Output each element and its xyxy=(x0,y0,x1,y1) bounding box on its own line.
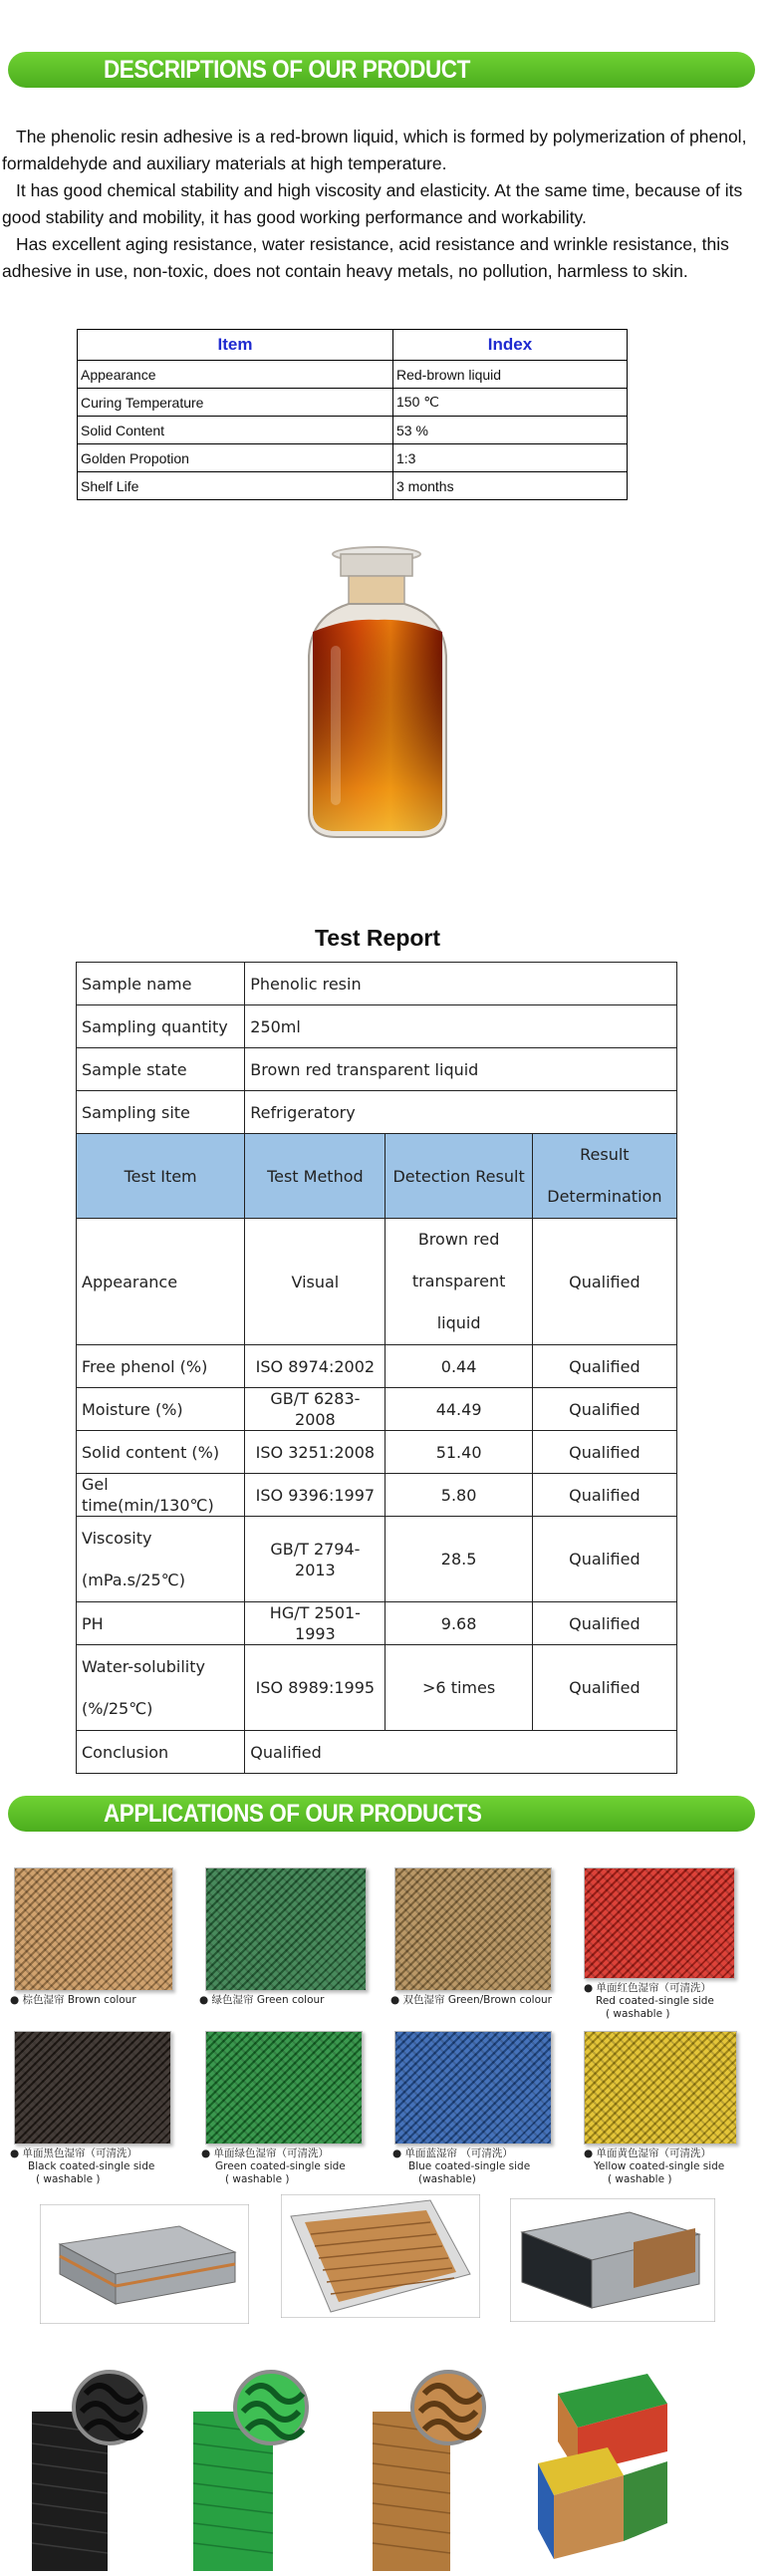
cell: >6 times xyxy=(386,1645,532,1731)
cell: 250ml xyxy=(245,1005,677,1048)
description-paragraph: The phenolic resin adhesive is a red-brown liquid, which is formed by polymerization of phenol, formaldehyde and auxiliary materials at high temperature. xyxy=(2,127,747,173)
column-header: Test Method xyxy=(245,1134,386,1219)
table-row xyxy=(77,1431,677,1474)
applications-gallery xyxy=(0,1856,771,2576)
green-cooling-pad-icon xyxy=(205,1867,367,1991)
column-header: Index xyxy=(393,330,628,361)
cell: Appearance xyxy=(78,361,393,389)
pad-caption: ● 棕色湿帘 Brown colour xyxy=(10,1994,136,2006)
column-header: Result Determination xyxy=(532,1134,676,1219)
cell: Conclusion xyxy=(77,1731,245,1774)
cell: ISO 8989:1995 xyxy=(245,1645,386,1731)
spec-table xyxy=(77,329,628,500)
pad-caption: (washable) xyxy=(418,2173,476,2185)
red-cooling-pad-icon xyxy=(584,1867,735,1979)
cell: Gel time(min/130℃) xyxy=(77,1474,245,1517)
cell: 5.80 xyxy=(386,1474,532,1517)
pad-caption: ● 单面蓝湿帘 （可清洗） xyxy=(392,2147,513,2159)
cell: Water-solubility (%/25℃) xyxy=(77,1645,245,1731)
cell: Brown red transparent liquid xyxy=(386,1219,532,1345)
table-header-row xyxy=(77,1134,677,1219)
pad-caption: Black coated-single side xyxy=(28,2160,155,2172)
cell: Sampling site xyxy=(77,1091,245,1134)
table-row xyxy=(77,1517,677,1602)
pad-caption: ● 单面黑色湿帘（可清洗） xyxy=(10,2147,137,2159)
cell: Qualified xyxy=(532,1345,676,1388)
cell: Qualified xyxy=(532,1388,676,1431)
cell: 150 ℃ xyxy=(393,389,628,417)
cell: 51.40 xyxy=(386,1431,532,1474)
pad-caption: ( washable ) xyxy=(608,2173,672,2185)
table-header-row xyxy=(78,330,628,361)
product-description xyxy=(2,124,769,285)
table-row xyxy=(77,1345,677,1388)
cell: 1:3 xyxy=(393,444,628,472)
cell: Golden Propotion xyxy=(78,444,393,472)
table-row xyxy=(77,1048,677,1091)
cell: GB/T 6283-2008 xyxy=(245,1388,386,1431)
cooling-pad-frame-black-image xyxy=(510,2198,715,2322)
pad-caption: Yellow coated-single side xyxy=(594,2160,725,2172)
cell: 3 months xyxy=(393,472,628,500)
cell: 0.44 xyxy=(386,1345,532,1388)
cell: Qualified xyxy=(532,1431,676,1474)
table-row xyxy=(78,389,628,417)
report-title: Test Report xyxy=(314,925,441,951)
green-pad-closeup-image xyxy=(189,2364,309,2573)
cell: Shelf Life xyxy=(78,472,393,500)
black-cooling-pad-icon xyxy=(14,2031,171,2145)
pad-caption: ● 绿色湿帘 Green colour xyxy=(199,1994,325,2006)
cell: Qualified xyxy=(532,1517,676,1602)
cell: Qualified xyxy=(532,1474,676,1517)
green-brown-cooling-pad-icon xyxy=(394,1867,552,1991)
cell: Sampling quantity xyxy=(77,1005,245,1048)
pad-caption: ● 单面红色湿帘（可清洗） xyxy=(584,1982,711,1994)
green-coated-cooling-pad-icon xyxy=(205,2031,363,2145)
cell: Qualified xyxy=(532,1219,676,1345)
table-row xyxy=(78,361,628,389)
table-row xyxy=(78,444,628,472)
description-paragraph: It has good chemical stability and high viscosity and elasticity. At the same time, because of its good stability and mobility, it has good working performance and workability. xyxy=(2,180,743,227)
cell: 28.5 xyxy=(386,1517,532,1602)
cell: ISO 3251:2008 xyxy=(245,1431,386,1474)
cell: Brown red transparent liquid xyxy=(245,1048,677,1091)
cell: Free phenol (%) xyxy=(77,1345,245,1388)
yellow-cooling-pad-icon xyxy=(584,2031,737,2145)
table-row xyxy=(77,1645,677,1731)
cell: PH xyxy=(77,1602,245,1645)
table-row xyxy=(77,1005,677,1048)
cell: Phenolic resin xyxy=(245,963,677,1005)
cell: Qualified xyxy=(532,1602,676,1645)
cooling-pad-frame-image xyxy=(281,2194,480,2318)
cell: HG/T 2501-1993 xyxy=(245,1602,386,1645)
pad-caption: ( washable ) xyxy=(36,2173,101,2185)
table-row xyxy=(77,1388,677,1431)
cell: Sample state xyxy=(77,1048,245,1091)
table-row xyxy=(78,417,628,444)
pad-caption: ● 单面黄色湿帘（可清洗） xyxy=(584,2147,711,2159)
cooling-pad-frame-stack-image xyxy=(40,2204,249,2324)
pad-caption: ( washable ) xyxy=(225,2173,290,2185)
pad-caption: Green coated-single side xyxy=(215,2160,346,2172)
cell: Visual xyxy=(245,1219,386,1345)
brown-cooling-pad-icon xyxy=(14,1867,173,1991)
pad-caption: Red coated-single side xyxy=(596,1995,714,2007)
pad-caption: Blue coated-single side xyxy=(408,2160,531,2172)
column-header: Detection Result xyxy=(386,1134,532,1219)
cell: 44.49 xyxy=(386,1388,532,1431)
section-title: APPLICATIONS OF OUR PRODUCTS xyxy=(104,1800,482,1828)
table-row xyxy=(77,1474,677,1517)
cell: Refrigeratory xyxy=(245,1091,677,1134)
blue-cooling-pad-icon xyxy=(394,2031,552,2145)
section-banner-applications xyxy=(8,1796,755,1832)
table-row xyxy=(77,963,677,1005)
cell: Qualified xyxy=(245,1731,677,1774)
cell: Moisture (%) xyxy=(77,1388,245,1431)
cell: Viscosity (mPa.s/25℃) xyxy=(77,1517,245,1602)
cell: Red-brown liquid xyxy=(393,361,628,389)
table-row xyxy=(78,472,628,500)
cell: Sample name xyxy=(77,963,245,1005)
column-header: Test Item xyxy=(77,1134,245,1219)
cell: ISO 9396:1997 xyxy=(245,1474,386,1517)
cell: Appearance xyxy=(77,1219,245,1345)
pad-caption: ● 双色湿帘 Green/Brown colour xyxy=(390,1994,552,2006)
cell: ISO 8974:2002 xyxy=(245,1345,386,1388)
multicolor-pad-stack-image xyxy=(528,2364,677,2573)
brown-pad-closeup-image xyxy=(369,2364,488,2573)
description-paragraph: Has excellent aging resistance, water resistance, acid resistance and wrinkle resistance, this adhesive in use, non-toxic, does not contain heavy metals, no pollution, harmless to skin. xyxy=(2,234,729,281)
cell: Solid content (%) xyxy=(77,1431,245,1474)
table-row xyxy=(77,1602,677,1645)
section-banner-descriptions xyxy=(8,52,755,88)
section-title: DESCRIPTIONS OF OUR PRODUCT xyxy=(104,56,470,84)
resin-bottle-image xyxy=(297,546,458,845)
cell: 53 % xyxy=(393,417,628,444)
pad-caption: ● 单面绿色湿帘（可清洗） xyxy=(201,2147,329,2159)
black-pad-closeup-image xyxy=(30,2364,149,2573)
table-row xyxy=(77,1091,677,1134)
cell: Solid Content xyxy=(78,417,393,444)
table-row xyxy=(77,1731,677,1774)
table-row xyxy=(77,1219,677,1345)
column-header: Item xyxy=(78,330,393,361)
cell: Qualified xyxy=(532,1645,676,1731)
cell: 9.68 xyxy=(386,1602,532,1645)
cell: GB/T 2794-2013 xyxy=(245,1517,386,1602)
pad-caption: ( washable ) xyxy=(606,2008,670,2020)
test-report-table xyxy=(76,962,677,1774)
cell: Curing Temperature xyxy=(78,389,393,417)
